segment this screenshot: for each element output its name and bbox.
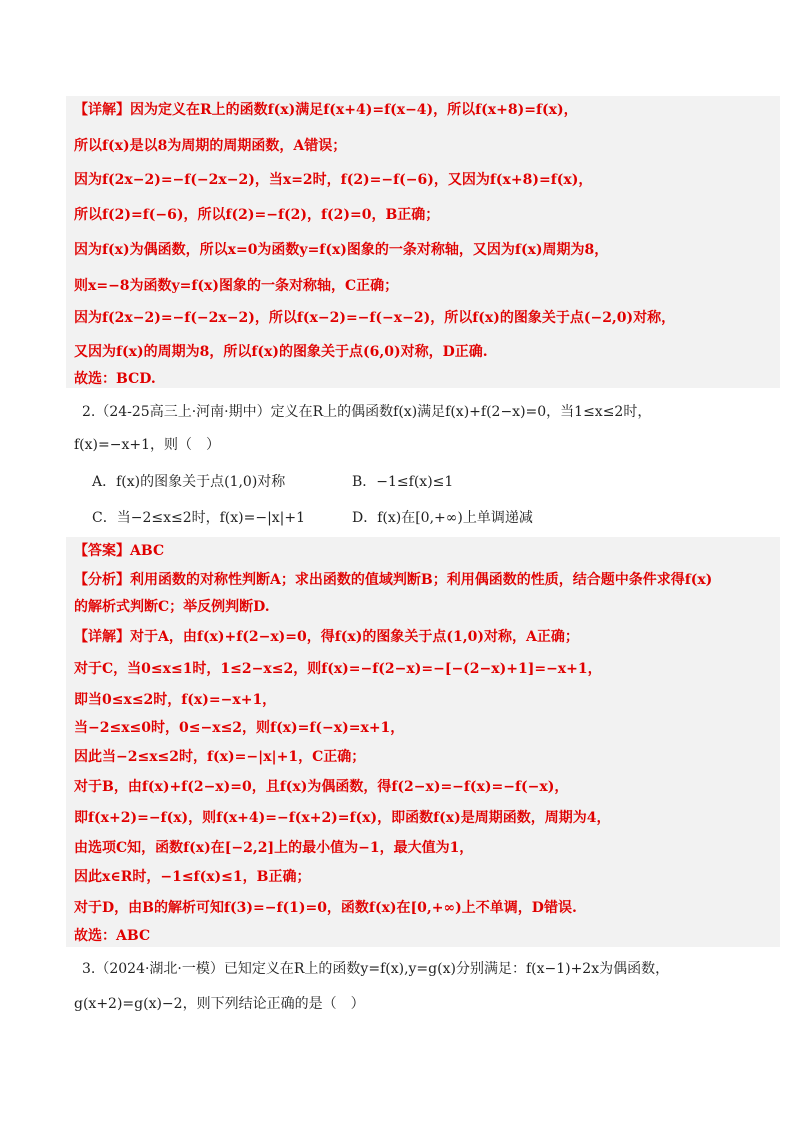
solution-line: 因此x∈R时，−1≤f(x)≤1，B正确； — [74, 869, 311, 885]
answer-line: 故选：ABC — [74, 928, 151, 944]
solution-line: 当−2≤x≤0时，0≤−x≤2，则f(x)=f(−x)=x+1， — [74, 720, 405, 736]
question-2-stem: 2.（24-25高三上·河南·期中）定义在R上的偶函数f(x)满足f(x)+f(2−x)=0，当1≤x≤2时， — [82, 404, 652, 420]
solution-line: 所以f(2)=f(−6)，所以f(2)=−f(2)，f(2)=0，B正确； — [74, 207, 440, 223]
solution-line: 所以f(x)是以8为周期的周期函数，A错误； — [74, 138, 347, 154]
question-3-stem: g(x+2)=g(x)−2，则下列结论正确的是（ ） — [74, 996, 365, 1012]
solution-line: 因为f(2x−2)=−f(−2x−2)，所以f(x−2)=−f(−x−2)，所以f(x)的图象关于点(−2,0)对称， — [74, 310, 676, 326]
question-2-stem: f(x)=−x+1，则（ ） — [74, 437, 220, 453]
analysis-line: 【分析】利用函数的对称性判断A；求出函数的值域判断B；利用偶函数的性质，结合题中条件求得f(x) — [74, 572, 713, 588]
analysis-line: 的解析式判断C；举反例判断D. — [74, 599, 270, 615]
solution-line: 又因为f(x)的周期为8，所以f(x)的图象关于点(6,0)对称，D正确. — [74, 344, 488, 360]
solution-line: 因为f(2x−2)=−f(−2x−2)，当x=2时，f(2)=−f(−6)，又因为f(x+8)=f(x)， — [74, 172, 593, 188]
solution-line: 由选项C知，函数f(x)在[−2,2]上的最小值为−1，最大值为1， — [74, 840, 474, 856]
option-a: A．f(x)的图象关于点(1,0)对称 — [92, 474, 286, 490]
option-b: B．−1≤f(x)≤1 — [352, 474, 454, 490]
answer-line: 【答案】ABC — [74, 543, 165, 559]
question-3-stem: 3.（2024·湖北·一模）已知定义在R上的函数y=f(x),y=g(x)分别满足：f(x−1)+2x为偶函数， — [82, 961, 670, 977]
solution-line: 对于B，由f(x)+f(2−x)=0，且f(x)为偶函数，得f(2−x)=−f(x)=−f(−x)， — [74, 779, 569, 795]
solution-line: 对于C，当0≤x≤1时，1≤2−x≤2，则f(x)=−f(2−x)=−[−(2−x)+1]=−x+1， — [74, 661, 602, 677]
solution-line: 即f(x+2)=−f(x)，则f(x+4)=−f(x+2)=f(x)，即函数f(x)是周期函数，周期为4， — [74, 810, 611, 826]
solution-line: 则x=−8为函数y=f(x)图象的一条对称轴，C正确； — [74, 278, 399, 294]
solution-line: 因此当−2≤x≤2时，f(x)=−|x|+1，C正确； — [74, 749, 366, 765]
solution-line: 【详解】因为定义在R上的函数f(x)满足f(x+4)=f(x−4)，所以f(x+8)=f(x)， — [74, 102, 578, 118]
answer-line: 故选：BCD. — [74, 371, 156, 387]
solution-line: 因为f(x)为偶函数，所以x=0为函数y=f(x)图象的一条对称轴，又因为f(x)周期为8， — [74, 242, 609, 258]
option-d: D．f(x)在[0,+∞)上单调递减 — [352, 510, 533, 526]
solution-line: 即当0≤x≤2时，f(x)=−x+1， — [74, 692, 277, 708]
solution-line: 【详解】对于A，由f(x)+f(2−x)=0，得f(x)的图象关于点(1,0)对称，A正确； — [74, 629, 579, 645]
option-c: C．当−2≤x≤2时，f(x)=−|x|+1 — [92, 510, 306, 526]
solution-line: 对于D，由B的解析可知f(3)=−f(1)=0，函数f(x)在[0,+∞)上不单调，D错误. — [74, 900, 577, 916]
